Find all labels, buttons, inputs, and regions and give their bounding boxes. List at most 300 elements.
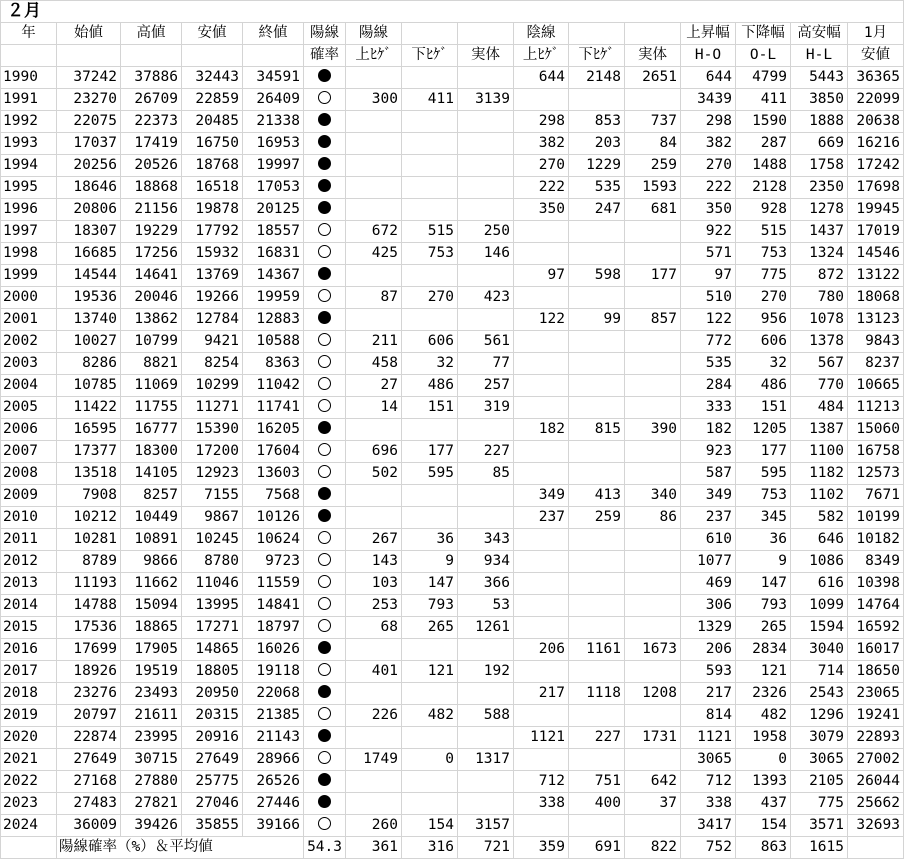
ol-cell[interactable]: 2834 <box>736 639 791 661</box>
jan-low-cell[interactable]: 25662 <box>848 793 904 815</box>
low-cell[interactable]: 8254 <box>182 353 243 375</box>
year-cell[interactable]: 1992 <box>1 111 57 133</box>
jan-low-cell[interactable]: 16216 <box>848 133 904 155</box>
up-body-cell[interactable] <box>458 265 514 287</box>
open-cell[interactable]: 17699 <box>57 639 121 661</box>
hl-cell[interactable]: 1888 <box>791 111 848 133</box>
header-cell-r2-5[interactable]: 確率 <box>304 45 346 67</box>
high-cell[interactable]: 10891 <box>121 529 182 551</box>
ho-cell[interactable]: 3439 <box>681 89 736 111</box>
up-body-cell[interactable] <box>458 155 514 177</box>
hl-cell[interactable]: 872 <box>791 265 848 287</box>
ho-cell[interactable]: 1121 <box>681 727 736 749</box>
up-lower-cell[interactable]: 486 <box>402 375 458 397</box>
up-upper-cell[interactable]: 226 <box>346 705 402 727</box>
ol-cell[interactable]: 437 <box>736 793 791 815</box>
low-cell[interactable]: 17792 <box>182 221 243 243</box>
candle-type-cell[interactable] <box>304 639 346 661</box>
ho-cell[interactable]: 217 <box>681 683 736 705</box>
summary-label[interactable]: 陽線確率（%）＆平均値 <box>57 837 304 859</box>
ol-cell[interactable]: 956 <box>736 309 791 331</box>
low-cell[interactable]: 27046 <box>182 793 243 815</box>
ho-cell[interactable]: 571 <box>681 243 736 265</box>
low-cell[interactable]: 7155 <box>182 485 243 507</box>
close-cell[interactable]: 21385 <box>243 705 304 727</box>
jan-low-cell[interactable]: 17242 <box>848 155 904 177</box>
year-cell[interactable]: 2010 <box>1 507 57 529</box>
header-cell-r1-12[interactable]: 上昇幅 <box>681 23 736 45</box>
low-cell[interactable]: 20950 <box>182 683 243 705</box>
dn-body-cell[interactable]: 737 <box>625 111 681 133</box>
low-cell[interactable]: 12923 <box>182 463 243 485</box>
candle-type-cell[interactable] <box>304 243 346 265</box>
up-body-cell[interactable] <box>458 67 514 89</box>
year-cell[interactable]: 2014 <box>1 595 57 617</box>
jan-low-cell[interactable]: 19241 <box>848 705 904 727</box>
jan-low-cell[interactable]: 9843 <box>848 331 904 353</box>
high-cell[interactable]: 14641 <box>121 265 182 287</box>
candle-type-cell[interactable] <box>304 353 346 375</box>
dn-lower-cell[interactable] <box>569 617 625 639</box>
summary-up-lower-cell[interactable]: 316 <box>402 837 458 859</box>
dn-upper-cell[interactable]: 237 <box>514 507 569 529</box>
header-cell-r1-15[interactable]: 1月 <box>848 23 904 45</box>
ho-cell[interactable]: 382 <box>681 133 736 155</box>
hl-cell[interactable]: 780 <box>791 287 848 309</box>
open-cell[interactable]: 10027 <box>57 331 121 353</box>
summary-up-body-cell[interactable]: 721 <box>458 837 514 859</box>
ol-cell[interactable]: 595 <box>736 463 791 485</box>
up-upper-cell[interactable]: 300 <box>346 89 402 111</box>
summary-ol-cell[interactable]: 863 <box>736 837 791 859</box>
up-upper-cell[interactable]: 27 <box>346 375 402 397</box>
hl-cell[interactable]: 1099 <box>791 595 848 617</box>
up-body-cell[interactable] <box>458 485 514 507</box>
candle-type-cell[interactable] <box>304 397 346 419</box>
candle-type-cell[interactable] <box>304 595 346 617</box>
candle-type-cell[interactable] <box>304 67 346 89</box>
open-cell[interactable]: 18646 <box>57 177 121 199</box>
up-body-cell[interactable] <box>458 111 514 133</box>
open-cell[interactable]: 17377 <box>57 441 121 463</box>
dn-upper-cell[interactable] <box>514 617 569 639</box>
high-cell[interactable]: 18868 <box>121 177 182 199</box>
ho-cell[interactable]: 712 <box>681 771 736 793</box>
dn-upper-cell[interactable] <box>514 661 569 683</box>
high-cell[interactable]: 13862 <box>121 309 182 331</box>
open-cell[interactable]: 23270 <box>57 89 121 111</box>
open-cell[interactable]: 20806 <box>57 199 121 221</box>
close-cell[interactable]: 22068 <box>243 683 304 705</box>
up-upper-cell[interactable]: 68 <box>346 617 402 639</box>
up-body-cell[interactable]: 257 <box>458 375 514 397</box>
ho-cell[interactable]: 772 <box>681 331 736 353</box>
up-body-cell[interactable] <box>458 133 514 155</box>
up-upper-cell[interactable] <box>346 265 402 287</box>
year-cell[interactable]: 2007 <box>1 441 57 463</box>
up-body-cell[interactable] <box>458 639 514 661</box>
ol-cell[interactable]: 486 <box>736 375 791 397</box>
open-cell[interactable]: 19536 <box>57 287 121 309</box>
summary-hl-cell[interactable]: 1615 <box>791 837 848 859</box>
dn-upper-cell[interactable]: 182 <box>514 419 569 441</box>
candle-type-cell[interactable] <box>304 199 346 221</box>
up-body-cell[interactable] <box>458 793 514 815</box>
dn-lower-cell[interactable] <box>569 287 625 309</box>
ol-cell[interactable]: 36 <box>736 529 791 551</box>
hl-cell[interactable]: 582 <box>791 507 848 529</box>
ho-cell[interactable]: 923 <box>681 441 736 463</box>
candle-type-cell[interactable] <box>304 793 346 815</box>
header-cell-r2-15[interactable]: 安値 <box>848 45 904 67</box>
dn-body-cell[interactable] <box>625 331 681 353</box>
dn-lower-cell[interactable] <box>569 397 625 419</box>
dn-upper-cell[interactable]: 122 <box>514 309 569 331</box>
high-cell[interactable]: 18300 <box>121 441 182 463</box>
jan-low-cell[interactable]: 10665 <box>848 375 904 397</box>
open-cell[interactable]: 13740 <box>57 309 121 331</box>
ol-cell[interactable]: 345 <box>736 507 791 529</box>
high-cell[interactable]: 8821 <box>121 353 182 375</box>
candle-type-cell[interactable] <box>304 287 346 309</box>
up-lower-cell[interactable]: 265 <box>402 617 458 639</box>
dn-body-cell[interactable]: 857 <box>625 309 681 331</box>
low-cell[interactable]: 8780 <box>182 551 243 573</box>
ho-cell[interactable]: 1329 <box>681 617 736 639</box>
header-cell-r2-6[interactable]: 上ﾋｹﾞ <box>346 45 402 67</box>
low-cell[interactable]: 19266 <box>182 287 243 309</box>
header-cell-r2-1[interactable] <box>57 45 121 67</box>
low-cell[interactable]: 9421 <box>182 331 243 353</box>
dn-upper-cell[interactable]: 712 <box>514 771 569 793</box>
jan-low-cell[interactable]: 15060 <box>848 419 904 441</box>
header-cell-r2-12[interactable]: H-O <box>681 45 736 67</box>
up-upper-cell[interactable] <box>346 111 402 133</box>
summary-dn-body-cell[interactable]: 822 <box>625 837 681 859</box>
dn-body-cell[interactable] <box>625 375 681 397</box>
ho-cell[interactable]: 182 <box>681 419 736 441</box>
dn-upper-cell[interactable]: 338 <box>514 793 569 815</box>
candle-type-cell[interactable] <box>304 155 346 177</box>
up-lower-cell[interactable] <box>402 265 458 287</box>
up-lower-cell[interactable]: 121 <box>402 661 458 683</box>
low-cell[interactable]: 18768 <box>182 155 243 177</box>
jan-low-cell[interactable]: 8349 <box>848 551 904 573</box>
ol-cell[interactable]: 1958 <box>736 727 791 749</box>
up-upper-cell[interactable]: 1749 <box>346 749 402 771</box>
dn-upper-cell[interactable] <box>514 463 569 485</box>
close-cell[interactable]: 21143 <box>243 727 304 749</box>
candle-type-cell[interactable] <box>304 815 346 837</box>
hl-cell[interactable]: 3850 <box>791 89 848 111</box>
up-lower-cell[interactable]: 411 <box>402 89 458 111</box>
dn-upper-cell[interactable]: 222 <box>514 177 569 199</box>
dn-body-cell[interactable]: 642 <box>625 771 681 793</box>
ol-cell[interactable]: 147 <box>736 573 791 595</box>
close-cell[interactable]: 11042 <box>243 375 304 397</box>
ho-cell[interactable]: 593 <box>681 661 736 683</box>
close-cell[interactable]: 20125 <box>243 199 304 221</box>
ho-cell[interactable]: 922 <box>681 221 736 243</box>
close-cell[interactable]: 19959 <box>243 287 304 309</box>
dn-lower-cell[interactable]: 2148 <box>569 67 625 89</box>
hl-cell[interactable]: 1437 <box>791 221 848 243</box>
year-cell[interactable]: 2018 <box>1 683 57 705</box>
low-cell[interactable]: 14865 <box>182 639 243 661</box>
jan-low-cell[interactable]: 14764 <box>848 595 904 617</box>
hl-cell[interactable]: 616 <box>791 573 848 595</box>
ol-cell[interactable]: 121 <box>736 661 791 683</box>
hl-cell[interactable]: 1100 <box>791 441 848 463</box>
high-cell[interactable]: 17905 <box>121 639 182 661</box>
dn-upper-cell[interactable] <box>514 397 569 419</box>
up-lower-cell[interactable] <box>402 67 458 89</box>
open-cell[interactable]: 27483 <box>57 793 121 815</box>
dn-lower-cell[interactable] <box>569 595 625 617</box>
header-cell-r2-11[interactable]: 実体 <box>625 45 681 67</box>
jan-low-cell[interactable]: 17698 <box>848 177 904 199</box>
dn-upper-cell[interactable] <box>514 595 569 617</box>
low-cell[interactable]: 25775 <box>182 771 243 793</box>
low-cell[interactable]: 16750 <box>182 133 243 155</box>
year-cell[interactable]: 2015 <box>1 617 57 639</box>
candle-type-cell[interactable] <box>304 89 346 111</box>
up-body-cell[interactable] <box>458 771 514 793</box>
dn-lower-cell[interactable]: 413 <box>569 485 625 507</box>
jan-low-cell[interactable]: 10398 <box>848 573 904 595</box>
jan-low-cell[interactable]: 18068 <box>848 287 904 309</box>
jan-low-cell[interactable]: 36365 <box>848 67 904 89</box>
year-cell[interactable]: 1993 <box>1 133 57 155</box>
ho-cell[interactable]: 333 <box>681 397 736 419</box>
dn-upper-cell[interactable] <box>514 331 569 353</box>
header-cell-r1-14[interactable]: 高安幅 <box>791 23 848 45</box>
year-cell[interactable]: 2016 <box>1 639 57 661</box>
up-body-cell[interactable]: 366 <box>458 573 514 595</box>
up-body-cell[interactable]: 85 <box>458 463 514 485</box>
dn-body-cell[interactable]: 177 <box>625 265 681 287</box>
up-body-cell[interactable]: 146 <box>458 243 514 265</box>
up-body-cell[interactable] <box>458 507 514 529</box>
candle-type-cell[interactable] <box>304 463 346 485</box>
jan-low-cell[interactable]: 23065 <box>848 683 904 705</box>
header-cell-r1-7[interactable] <box>402 23 458 45</box>
header-cell-r1-9[interactable]: 陰線 <box>514 23 569 45</box>
ho-cell[interactable]: 237 <box>681 507 736 529</box>
low-cell[interactable]: 13769 <box>182 265 243 287</box>
dn-upper-cell[interactable]: 644 <box>514 67 569 89</box>
dn-upper-cell[interactable] <box>514 529 569 551</box>
candle-type-cell[interactable] <box>304 133 346 155</box>
open-cell[interactable]: 16685 <box>57 243 121 265</box>
up-upper-cell[interactable] <box>346 639 402 661</box>
candle-type-cell[interactable] <box>304 309 346 331</box>
candle-type-cell[interactable] <box>304 507 346 529</box>
header-cell-r2-2[interactable] <box>121 45 182 67</box>
ol-cell[interactable]: 2128 <box>736 177 791 199</box>
year-cell[interactable]: 2019 <box>1 705 57 727</box>
dn-body-cell[interactable] <box>625 573 681 595</box>
up-body-cell[interactable] <box>458 309 514 331</box>
high-cell[interactable]: 17419 <box>121 133 182 155</box>
candle-type-cell[interactable] <box>304 331 346 353</box>
year-cell[interactable]: 1999 <box>1 265 57 287</box>
up-lower-cell[interactable]: 177 <box>402 441 458 463</box>
close-cell[interactable]: 13603 <box>243 463 304 485</box>
dn-body-cell[interactable] <box>625 529 681 551</box>
ho-cell[interactable]: 610 <box>681 529 736 551</box>
dn-body-cell[interactable] <box>625 463 681 485</box>
ol-cell[interactable]: 265 <box>736 617 791 639</box>
up-upper-cell[interactable]: 401 <box>346 661 402 683</box>
hl-cell[interactable]: 669 <box>791 133 848 155</box>
dn-body-cell[interactable] <box>625 551 681 573</box>
ol-cell[interactable]: 1488 <box>736 155 791 177</box>
ho-cell[interactable]: 350 <box>681 199 736 221</box>
up-lower-cell[interactable] <box>402 155 458 177</box>
header-cell-r1-3[interactable]: 安値 <box>182 23 243 45</box>
header-cell-r1-4[interactable]: 終値 <box>243 23 304 45</box>
hl-cell[interactable]: 1387 <box>791 419 848 441</box>
up-lower-cell[interactable] <box>402 793 458 815</box>
jan-low-cell[interactable]: 32693 <box>848 815 904 837</box>
dn-lower-cell[interactable] <box>569 89 625 111</box>
summary-ho-cell[interactable]: 752 <box>681 837 736 859</box>
summary-up-upper-cell[interactable]: 361 <box>346 837 402 859</box>
low-cell[interactable]: 35855 <box>182 815 243 837</box>
up-lower-cell[interactable]: 36 <box>402 529 458 551</box>
high-cell[interactable]: 19519 <box>121 661 182 683</box>
close-cell[interactable]: 8363 <box>243 353 304 375</box>
jan-low-cell[interactable]: 22893 <box>848 727 904 749</box>
high-cell[interactable]: 16777 <box>121 419 182 441</box>
high-cell[interactable]: 20046 <box>121 287 182 309</box>
up-upper-cell[interactable]: 253 <box>346 595 402 617</box>
high-cell[interactable]: 11662 <box>121 573 182 595</box>
up-upper-cell[interactable]: 458 <box>346 353 402 375</box>
up-upper-cell[interactable]: 143 <box>346 551 402 573</box>
open-cell[interactable]: 27649 <box>57 749 121 771</box>
year-cell[interactable]: 2006 <box>1 419 57 441</box>
dn-body-cell[interactable] <box>625 287 681 309</box>
summary-dn-upper-cell[interactable]: 359 <box>514 837 569 859</box>
high-cell[interactable]: 20526 <box>121 155 182 177</box>
year-cell[interactable]: 2024 <box>1 815 57 837</box>
jan-low-cell[interactable]: 18650 <box>848 661 904 683</box>
candle-type-cell[interactable] <box>304 177 346 199</box>
ho-cell[interactable]: 97 <box>681 265 736 287</box>
close-cell[interactable]: 10126 <box>243 507 304 529</box>
ol-cell[interactable]: 154 <box>736 815 791 837</box>
dn-upper-cell[interactable] <box>514 573 569 595</box>
summary-jan-low-cell[interactable] <box>848 837 904 859</box>
jan-low-cell[interactable]: 19945 <box>848 199 904 221</box>
dn-lower-cell[interactable] <box>569 353 625 375</box>
year-cell[interactable]: 1994 <box>1 155 57 177</box>
header-cell-r1-10[interactable] <box>569 23 625 45</box>
dn-body-cell[interactable] <box>625 441 681 463</box>
up-body-cell[interactable]: 53 <box>458 595 514 617</box>
dn-lower-cell[interactable]: 400 <box>569 793 625 815</box>
header-cell-r2-10[interactable]: 下ﾋｹﾞ <box>569 45 625 67</box>
up-lower-cell[interactable] <box>402 727 458 749</box>
header-cell-r1-6[interactable]: 陽線 <box>346 23 402 45</box>
hl-cell[interactable]: 484 <box>791 397 848 419</box>
candle-type-cell[interactable] <box>304 551 346 573</box>
open-cell[interactable]: 7908 <box>57 485 121 507</box>
up-body-cell[interactable]: 3139 <box>458 89 514 111</box>
hl-cell[interactable]: 2350 <box>791 177 848 199</box>
dn-body-cell[interactable]: 84 <box>625 133 681 155</box>
up-lower-cell[interactable]: 32 <box>402 353 458 375</box>
close-cell[interactable]: 19997 <box>243 155 304 177</box>
hl-cell[interactable]: 5443 <box>791 67 848 89</box>
dn-body-cell[interactable]: 390 <box>625 419 681 441</box>
header-cell-r1-5[interactable]: 陽線 <box>304 23 346 45</box>
ho-cell[interactable]: 284 <box>681 375 736 397</box>
year-cell[interactable]: 2011 <box>1 529 57 551</box>
candle-type-cell[interactable] <box>304 705 346 727</box>
up-body-cell[interactable]: 192 <box>458 661 514 683</box>
dn-lower-cell[interactable]: 853 <box>569 111 625 133</box>
dn-upper-cell[interactable] <box>514 353 569 375</box>
up-upper-cell[interactable] <box>346 155 402 177</box>
ol-cell[interactable]: 515 <box>736 221 791 243</box>
candle-type-cell[interactable] <box>304 617 346 639</box>
ol-cell[interactable]: 287 <box>736 133 791 155</box>
close-cell[interactable]: 10588 <box>243 331 304 353</box>
hl-cell[interactable]: 1296 <box>791 705 848 727</box>
hl-cell[interactable]: 2543 <box>791 683 848 705</box>
up-lower-cell[interactable]: 595 <box>402 463 458 485</box>
up-body-cell[interactable] <box>458 177 514 199</box>
low-cell[interactable]: 17200 <box>182 441 243 463</box>
high-cell[interactable]: 39426 <box>121 815 182 837</box>
dn-lower-cell[interactable]: 203 <box>569 133 625 155</box>
up-body-cell[interactable]: 319 <box>458 397 514 419</box>
dn-upper-cell[interactable] <box>514 551 569 573</box>
up-upper-cell[interactable] <box>346 309 402 331</box>
up-lower-cell[interactable] <box>402 639 458 661</box>
dn-upper-cell[interactable]: 270 <box>514 155 569 177</box>
header-cell-r1-2[interactable]: 高値 <box>121 23 182 45</box>
up-upper-cell[interactable] <box>346 507 402 529</box>
open-cell[interactable]: 37242 <box>57 67 121 89</box>
year-cell[interactable]: 1997 <box>1 221 57 243</box>
low-cell[interactable]: 15390 <box>182 419 243 441</box>
ol-cell[interactable]: 9 <box>736 551 791 573</box>
summary-prob-cell[interactable]: 54.3 <box>304 837 346 859</box>
dn-upper-cell[interactable] <box>514 705 569 727</box>
open-cell[interactable]: 13518 <box>57 463 121 485</box>
low-cell[interactable]: 11046 <box>182 573 243 595</box>
up-lower-cell[interactable]: 793 <box>402 595 458 617</box>
ho-cell[interactable]: 3065 <box>681 749 736 771</box>
dn-lower-cell[interactable]: 1229 <box>569 155 625 177</box>
close-cell[interactable]: 21338 <box>243 111 304 133</box>
up-body-cell[interactable]: 250 <box>458 221 514 243</box>
candle-type-cell[interactable] <box>304 265 346 287</box>
dn-upper-cell[interactable]: 206 <box>514 639 569 661</box>
ol-cell[interactable]: 2326 <box>736 683 791 705</box>
low-cell[interactable]: 19878 <box>182 199 243 221</box>
ho-cell[interactable]: 1077 <box>681 551 736 573</box>
dn-upper-cell[interactable] <box>514 441 569 463</box>
dn-body-cell[interactable]: 2651 <box>625 67 681 89</box>
dn-upper-cell[interactable]: 349 <box>514 485 569 507</box>
ol-cell[interactable]: 753 <box>736 485 791 507</box>
high-cell[interactable]: 8257 <box>121 485 182 507</box>
